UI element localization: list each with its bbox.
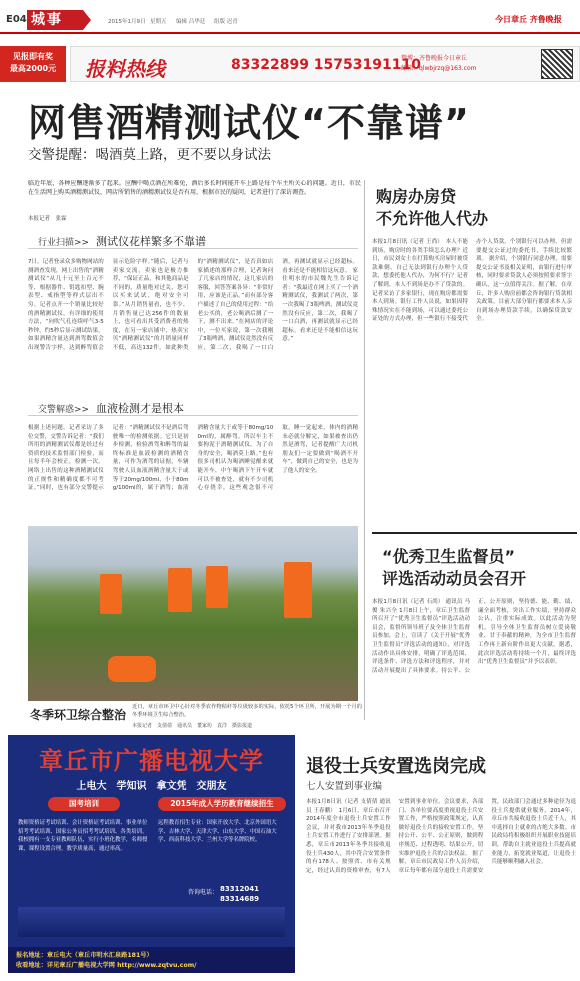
- photo-headline: 冬季环卫综合整治: [30, 708, 127, 722]
- veteran-body-text: 本报1月8日讯（记者 支倩倩 通讯员 王春鹏） 1月6日，章丘市召开2014年度全市退役士兵安置工作会议，并对我市2013年冬季退役士兵安置工作进行了安排部署。据悉，章丘市2013年冬季共接收退役士兵430人，其中符合安置条件的有178人。按照省、市有关规定，经过认真的资格审查，有7人安置到事业单位。会议要求，各部门、各单位要高度重视退役士兵安置工作，严格按照政策规定，认真做好退役士兵的接收安置工作。坚持公开、公平、公正原则，做到程序规范、过程透明、结果公开，切实维护退役士兵的合法权益。: [306, 799, 484, 874]
- column-divider: [364, 180, 365, 720]
- kicker-2-tag: 交警解惑>>: [38, 405, 90, 415]
- main-body-1: [28, 258, 358, 384]
- veteran-body-text-2: 据了解，章丘市民政局工作人员介绍，章丘每年都有部分退役士兵需要安置，民政部门会通过多种途径为退役士兵提供就业服务。2014年，章丘市共接收退役士兵近千人，其中选择自主就业的占绝大多数。市民政局将积极组织开展职业技能培训，帮助自主就业退役士兵提高就业能力，拓宽就业渠道，让退役士兵能够顺利融入社会。: [398, 799, 576, 874]
- veteran-subhead: 七人安置到事业编: [306, 781, 383, 792]
- ad-reward-box: [0, 46, 66, 82]
- worker-figure: [284, 562, 312, 618]
- side-headline-1: 购房办房贷: [376, 187, 457, 206]
- hotline-numbers: 83322899 15753191110: [231, 57, 421, 73]
- award-rule: [372, 532, 577, 534]
- ad-contact-label: 咨询电话：: [188, 889, 219, 896]
- ad-pill-left: 国考培训: [48, 797, 120, 811]
- issue-weekday: 星期五: [150, 19, 167, 25]
- graduates-image: [18, 907, 285, 937]
- side-body-text-2: 据介绍，个别银行同意办理，需要提交公证书及相关证明，由银行进行审核，同时要求贷款人必须按照要求签字确认，这一点值得关注。据了解，在章丘，许多人购房前都会咨询银行贷款相关政策。目前大部分银行都要求本人亲自到场办理贷款手续，以确保贷款安全。: [476, 256, 572, 323]
- hotline-contacts: [401, 54, 476, 74]
- kicker-1: [28, 233, 358, 249]
- main-headline: 网售酒精测试仪“不靠谱”: [28, 101, 470, 145]
- ad-col-right: 远程教育招生专业：国家开放大学、北京外国语大学、吉林大学、天津大学、山东大学、中国石油大学、西南科技大学、兰州大学等名牌院校。: [158, 820, 277, 843]
- sanitation-photo: [28, 526, 358, 701]
- side-body-text: 本报1月8日讯（记者 王尚） 本人不能到场，购房时的各类手续怎么办理？近日，市民刘女士在打算购买房屋时被贷款难倒，自己无法到银行办理个人贷款，想委托他人代办，为何不行？记者了解到，本人不到场是办不了贷款的。记者采访了多家银行，现在购房都需要本人到场。银行工作人员说，如果因特殊情况实在不能到场，可以通过委托公证处的方式办理，但一些银行不接受代办个人贷款。个别银行可以办理，但需要提交公证过的委托书，手续比较繁琐。: [372, 239, 572, 323]
- worker-figure: [100, 574, 122, 614]
- veteran-body: [306, 798, 576, 976]
- ad-phone-2: 83314689: [220, 895, 259, 903]
- ad-address: 报名地址：章丘电大（章丘市明水汇泉路181号）: [16, 952, 153, 959]
- ad-reward-line2: 最高2000元: [9, 64, 57, 73]
- ad-website: 收看地址：详见章丘广播电视大学网 http://www.zqtvu.com/: [16, 962, 197, 969]
- hotline-label: 报料热线: [85, 57, 165, 81]
- kicker-2-title: 血液检测才是根本: [96, 402, 184, 415]
- section-badge: 城事: [27, 10, 83, 30]
- section-arrow-icon: [83, 10, 91, 30]
- photo-byline: 本报记者 支倩倩 通讯员 董家坊 袁洋 摄影报道: [132, 723, 253, 729]
- worker-figure: [206, 566, 228, 608]
- page-number: E04: [6, 14, 27, 25]
- designer: 组版 迟青: [214, 19, 238, 25]
- ad-pill-right: 2015年成人学历教育继续招生: [158, 797, 286, 811]
- kicker-1-title: 测试仪花样繁多不靠谱: [96, 235, 206, 248]
- photo-caption: 近日，章丘市环卫中心针对冬季农作物秸秆等垃圾较多的实际，依托5个环卫所，开展为期一个月的冬季环境卫生综合整治。: [132, 704, 362, 718]
- main-body-1-text: 7日，记者登录众多购物网站的测酒查发现，网上出售的“酒精测试仪”从几十元至上百元不等，根据器件、钥匙扣型、腕表型、戒指型等样式层出不穷。记者点开一个销量比较好的酒精测试仪，有详细的使用方法，“向吹气孔连续呼气3-5秒钟，约5秒后显示测试结果。如果酒精含量达到酒驾数值会出现警告字样，达到醉驾值会显示危险字样。”随后，记者与卖家交流，卖家也是极力推荐，“保证正品，和其他商品是不同的，质量绝对过关，您可以买来试试，绝对安全可靠。”从月销售量看，也不少，月销售量已达256件的数量上，也可看出其受消费者的热度，在另一家店铺中，热卖宝贝“酒精测试仪”的月销量同样不低，高达132件。如此种类的“酒精测试仪”，是否真如店家描述的那样合理，记者询问了几家店的情况，这几家店的客服，回答答案各异：“非常好用，应该是正品。”而有部分客户描述了自己的使用过程：“给老公买的，老公喝酒后测了一下，测不出来。”在网店的评论中，一位买家说，第一次我刚了3瓶啤酒，测试仪竟然没有反应，第二次，我喝了一口白酒，再测试就显示已经超标。看来还是不能相信这玩意。: [28, 259, 358, 351]
- kicker-2: [28, 400, 358, 416]
- ad-phone-1: 83312041: [220, 885, 259, 893]
- ad-reward-line1: 见报即有奖: [13, 52, 53, 61]
- qr-code-icon: [541, 49, 573, 79]
- side-body: [372, 238, 572, 523]
- issue-date: 2015年1月9日: [108, 19, 146, 25]
- editor: 编辑 吕华廷: [176, 19, 206, 25]
- hotline-email: 邮箱：qlwbjrzq@163.com: [401, 65, 477, 72]
- tv-university-ad: [8, 735, 295, 973]
- ad-subtitle: 上电大 学知识 拿文凭 交朋友: [76, 781, 227, 792]
- ad-col-left: 教师资格证考试培训、会计资格证考试培训、事业单位招考考试培训、国家公务员招考考试培训、各类培训。我校拥有一支专业教师队伍，实行小班化教学，名师授课，课程设置合理，教学质量高，通过率高。: [18, 820, 148, 852]
- veteran-headline: 退役士兵安置选岗完成: [306, 756, 486, 777]
- ad-footer: [8, 947, 295, 973]
- award-body: 本报1月8日讯（记者 石尚） 通讯员 马俊 朱兴全 1月8日上午，章丘卫生监督所召开了“优秀卫生监督员”评选活动动员会，监督所领导班子及全体卫生监督员参加。会上，宣读了《关于开展“优秀卫生监督员”评选活动的通知》，对评选活动作出具体安排，明确了评选范围、评选条件、评选方法和评选程序，并对活动开展提出了具体要求。持公平、公正、公开原则，坚持德、能、勤、绩、廉全面考核，突出工作实绩，坚持群众公认，注重实际成效。以此活动为契机，引导全体卫生监督员树立爱岗敬业、甘于奉献的精神，为全市卫生监督工作再上新台阶作出更大贡献。据悉，此次评选活动将持续一个月，最终评选出“优秀卫生监督员”并予以表彰。: [372, 599, 576, 674]
- hotline-banner: [70, 46, 580, 82]
- award-headline-1: “优秀卫生监督员”: [382, 547, 516, 566]
- side-headline-2: 不允许他人代办: [376, 209, 489, 228]
- award-headline-2: 评选活动动员会召开: [382, 569, 527, 588]
- kicker-1-tag: 行业扫描>>: [38, 238, 90, 248]
- paper-name: 今日章丘 齐鲁晚报: [495, 15, 562, 24]
- ad-title: 章丘市广播电视大学: [39, 747, 264, 775]
- main-body-1b-text: 家住明水的市民魏先生告诉记者：“我最近在网上买了一个酒精测试仪，我测试了两次，第一次我喝了3瓶啤酒，测试仪竟然没有反应，第二次，我喝了一口白酒，再测试就显示已经超标。看来还是不能相信这玩意。”: [282, 267, 358, 343]
- main-subheadline: 交警提醒：喝酒莫上路，更不要以身试法: [28, 147, 271, 163]
- hotline-weibo: 微博：齐鲁晚报今日章丘: [401, 55, 468, 62]
- worker-figure: [108, 656, 156, 682]
- worker-figure: [168, 568, 192, 612]
- main-lead: 临近年底，各种应酬逐渐多了起来。应酬中喝点酒在所难免，酒后多长时间能开车上路是每个车主所关心的问题。近日，市民在生活网上购买酒精测试仪，网店所销售的酒精测试仪是否有用，根据市民的疑问，记者进行了深访调查。: [28, 180, 361, 196]
- main-body-2: 根据上述问题，记者采访了多位交警，交警告诉记者：“我们所用的酒精测试仪都是经过有资质的技术监督部门检验，而且每半年会校正，检测一次。网络上出售的这种酒精测试仪的正规性和精确度都不可考证。”同时，也有部分交警提示记者：“酒精测试仪不是酒后驾驶唯一的检测依据。它只是初步检测，检验酒驾和醉驾的最终标准是血液检测的酒精含量，可作为酒驾的证据，车辆驾驶人员血液酒精含量大于或等于20mg/100ml，小于80mg/100ml的，属于酒驾；血液酒精含量大于或等于80mg/100ml的，属醉驾。所以车主不要拘泥于酒精测试仪，为了自身的安全，喝酒莫上路。”也有很多司机认为喝酒睡觉醒来就能开车，中午喝酒下午开车就可以不被查处，就有不少司机心存侥幸。这些观念很不可取，睡一觉起来，体内的酒精未必就分解完，如果被查出仍然是酒驾，记者提醒广大司机朋友们一定要做到“喝酒不开车”，做到自己的安全，也是为了他人的安全。: [28, 425, 358, 492]
- main-byline: 本报记者 张霖: [28, 216, 67, 222]
